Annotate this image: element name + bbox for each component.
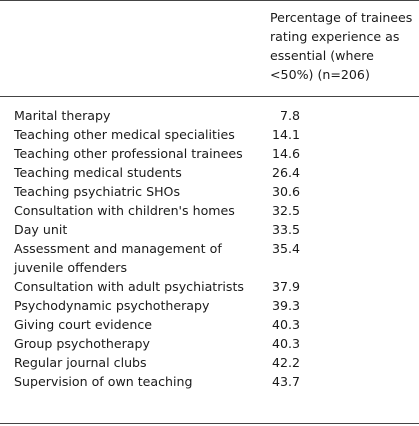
row-label: Teaching medical students bbox=[14, 165, 182, 180]
row-value: 39.3 bbox=[271, 298, 300, 313]
table-body bbox=[14, 106, 414, 391]
table-row bbox=[14, 125, 414, 144]
table-row bbox=[14, 353, 414, 372]
table-row bbox=[14, 334, 414, 353]
table-row bbox=[14, 315, 414, 334]
row-value: 33.5 bbox=[271, 222, 300, 237]
row-label: Day unit bbox=[14, 222, 68, 237]
row-value: 35.4 bbox=[271, 241, 300, 256]
row-label: Assessment and management of juvenile offenders bbox=[14, 241, 222, 275]
row-label: Teaching other medical specialities bbox=[14, 127, 235, 142]
row-label: Psychodynamic psychotherapy bbox=[14, 298, 210, 313]
row-value: 32.5 bbox=[271, 203, 300, 218]
row-value: 7.8 bbox=[279, 108, 300, 123]
row-label: Giving court evidence bbox=[14, 317, 153, 332]
row-label: Teaching other professional trainees bbox=[14, 146, 243, 161]
table-row bbox=[14, 277, 414, 296]
row-value: 43.7 bbox=[271, 374, 300, 389]
table-row bbox=[14, 239, 414, 277]
row-value: 37.9 bbox=[271, 279, 300, 294]
row-value: 14.6 bbox=[271, 146, 300, 161]
column-header-line: essential (where bbox=[270, 48, 374, 63]
row-label: Regular journal clubs bbox=[14, 355, 147, 370]
table-row bbox=[14, 372, 414, 391]
column-header-line: Percentage of trainees bbox=[270, 10, 413, 25]
table-row bbox=[14, 182, 414, 201]
table-row bbox=[14, 201, 414, 220]
column-header-line: <50%) (n=206) bbox=[270, 67, 370, 82]
row-label: Marital therapy bbox=[14, 108, 111, 123]
table-row bbox=[14, 296, 414, 315]
column-header bbox=[270, 8, 418, 84]
row-label: Group psychotherapy bbox=[14, 336, 150, 351]
table-top-rule bbox=[0, 0, 419, 1]
row-value: 42.2 bbox=[271, 355, 300, 370]
row-label: Supervision of own teaching bbox=[14, 374, 193, 389]
row-value: 30.6 bbox=[271, 184, 300, 199]
table-row bbox=[14, 163, 414, 182]
row-value: 40.3 bbox=[271, 336, 300, 351]
row-value: 14.1 bbox=[271, 127, 300, 142]
row-value: 26.4 bbox=[271, 165, 300, 180]
row-label: Consultation with children's homes bbox=[14, 203, 235, 218]
row-value: 40.3 bbox=[271, 317, 300, 332]
table-row bbox=[14, 144, 414, 163]
row-label: Teaching psychiatric SHOs bbox=[14, 184, 181, 199]
header-rule bbox=[0, 96, 419, 97]
table-row bbox=[14, 220, 414, 239]
table-bottom-rule bbox=[0, 423, 419, 424]
row-label: Consultation with adult psychiatrists bbox=[14, 279, 244, 294]
column-header-line: rating experience as bbox=[270, 29, 400, 44]
table-row bbox=[14, 106, 414, 125]
